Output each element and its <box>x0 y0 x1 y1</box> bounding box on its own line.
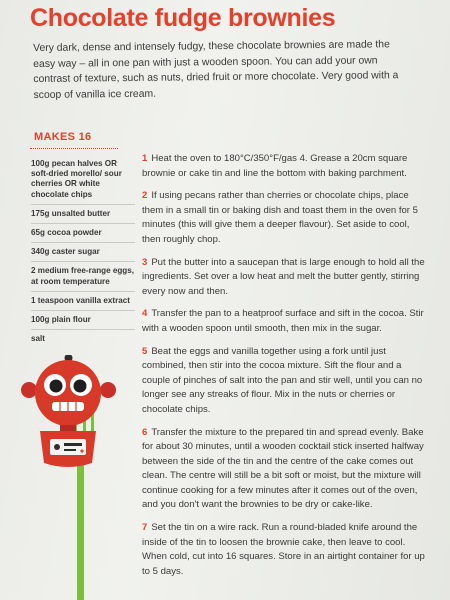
method-step <box>142 345 427 418</box>
step-text: If using pecans rather than cherries or chocolate chips, place them in a small tin or baking dish and toast them in the oven for 5 minutes (this will give them a deeper flavour). Set aside to cool, then roughly chop. <box>142 190 418 245</box>
ingredient-item: 100g plain flour <box>31 313 135 330</box>
method-steps <box>142 152 427 587</box>
step-text: Set the tin on a wire rack. Run a round-bladed knife around the inside of the tin to loosen the brownie cake, then leave to cool. When cold, cut into 16 squares. Store in an airtight container for up to 5 days. <box>142 522 425 577</box>
ingredient-item: 175g unsalted butter <box>31 207 135 224</box>
method-step <box>142 307 427 336</box>
method-step <box>142 152 427 181</box>
ingredient-item: 100g pecan halves OR soft-dried morello/ sour cherries OR white chocolate chips <box>31 157 135 205</box>
robot-illustration <box>18 355 128 600</box>
step-number: 1 <box>142 153 148 164</box>
ingredient-item: 65g cocoa powder <box>31 226 135 243</box>
recipe-title: Chocolate fudge brownies <box>30 4 336 32</box>
makes-label: MAKES 16 <box>34 131 92 143</box>
step-number: 4 <box>142 308 148 320</box>
ingredient-item: salt <box>31 334 45 344</box>
makes-underline <box>30 148 118 149</box>
step-text: Put the butter into a saucepan that is large enough to hold all the ingredients. Set over a low heat and melt the butter gently, stirring every now and then. <box>142 256 425 297</box>
method-step <box>142 521 427 579</box>
step-text: Beat the eggs and vanilla together using a fork until just combined, then stir into the cocoa mixture. Sift the flour and a couple of pinches of salt into the pan and stir well, until you can no longer see any streaks of flour. Mix in the nuts or cherries or chocolate chips. <box>142 345 423 415</box>
ingredient-item: 340g caster sugar <box>31 245 135 262</box>
step-number: 6 <box>142 426 148 438</box>
step-text: Transfer the pan to a heatproof surface and sift in the cocoa. Stir with a wooden spoon until smooth, then mix in the sugar. <box>142 308 424 334</box>
step-number: 3 <box>142 256 148 268</box>
ingredients-list <box>31 157 135 350</box>
ingredient-item: 1 teaspoon vanilla extract <box>31 294 135 311</box>
recipe-intro: Very dark, dense and intensely fudgy, these chocolate brownies are made the easy way – all in one pan with just a wooden spoon. You can add your own contrast of texture, such as nuts, dried fruit or more chocolate. Very good with a scoop of vanilla ice cream. <box>33 39 399 101</box>
method-step <box>142 189 427 247</box>
method-step <box>142 256 427 300</box>
step-number: 7 <box>142 522 148 534</box>
step-number: 5 <box>142 345 148 357</box>
ingredient-item: 2 medium free-range eggs, at room temperature <box>31 264 135 291</box>
method-step <box>142 426 427 514</box>
step-text: Heat the oven to 180°C/350°F/gas 4. Grease a 20cm square brownie or cake tin and line the bottom with baking parchment. <box>142 153 408 179</box>
step-number: 2 <box>142 190 148 202</box>
step-text: Transfer the mixture to the prepared tin and spread evenly. Bake for about 30 minutes, until a wooden cocktail stick inserted halfway between the side of the tin and the centre of the cake comes out clean. The centre will still be a bit soft or moist, but the mixture will continue cooking for a few minutes after it comes out of the oven, and you don't want the brownies to be dry or cake-like. <box>142 426 424 511</box>
